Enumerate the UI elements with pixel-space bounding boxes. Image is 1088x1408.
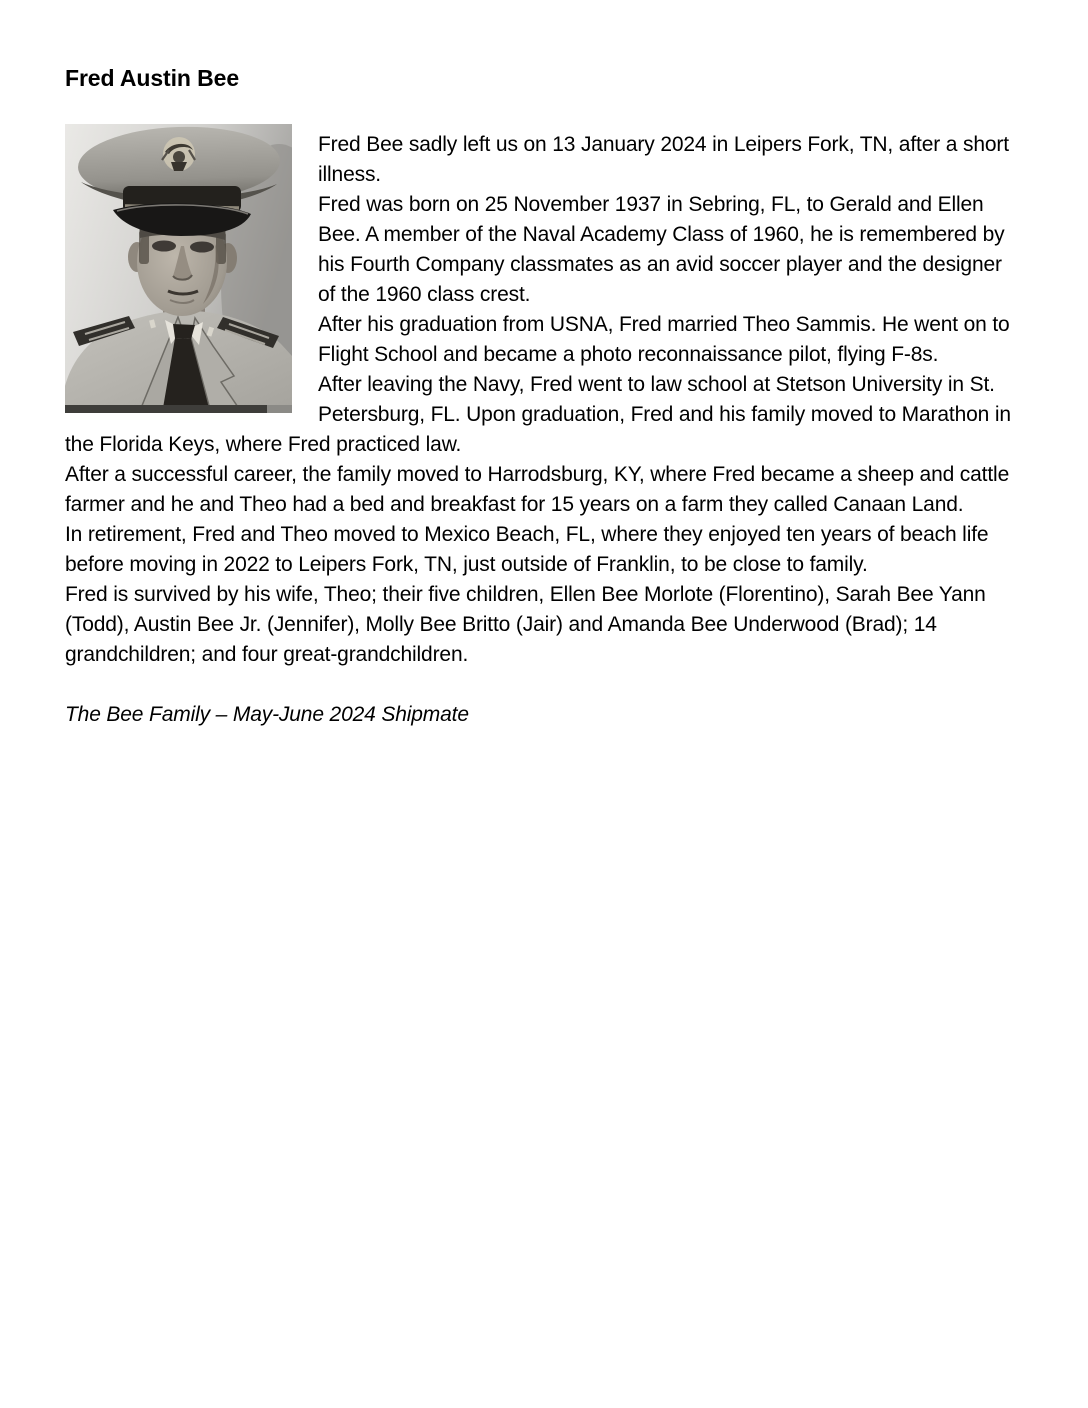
obituary-paragraph: Fred was born on 25 November 1937 in Sebring, FL, to Gerald and Ellen Bee. A member of the Naval Academy Class of 1960, he is remembered by his Fourth Company classmates as an avid soccer player and the designer of the 1960 class crest. [318, 193, 1005, 306]
obituary-paragraph: After a successful career, the family moved to Harrodsburg, KY, where Fred became a sheep and cattle farmer and he and Theo had a bed and breakfast for 15 years on a farm they called Canaan Land. [65, 463, 1010, 516]
officer-portrait-image [65, 124, 292, 413]
obituary-paragraph: After leaving the Navy, Fred went to law school at Stetson University in St. Petersburg, FL. Upon graduation, Fred and his family moved to Marathon in the Florida Keys, where Fred practiced law. [65, 373, 1011, 456]
obituary-paragraph: After his graduation from USNA, Fred married Theo Sammis. He went on to Flight School and became a photo reconnaissance pilot, flying F-8s. [318, 313, 1010, 366]
obituary-paragraph: Fred Bee sadly left us on 13 January 2024 in Leipers Fork, TN, after a short illness. [318, 133, 1009, 186]
obituary-paragraph: In retirement, Fred and Theo moved to Mexico Beach, FL, where they enjoyed ten years of beach life before moving in 2022 to Leipers Fork, TN, just outside of Franklin, to be close to family. [65, 523, 989, 576]
page-title: Fred Austin Bee [65, 65, 240, 91]
attribution-line: The Bee Family – May-June 2024 Shipmate [65, 703, 469, 726]
portrait-photo [65, 124, 292, 413]
obituary-body [65, 130, 1022, 730]
photo-bottom-edge [65, 405, 292, 413]
obituary-paragraph: Fred is survived by his wife, Theo; their five children, Ellen Bee Morlote (Florentino), Sarah Bee Yann (Todd), Austin Bee Jr. (Jennifer), Molly Bee Britto (Jair) and Amanda Bee Underwood (Brad); 14 grandchildren; and four great-grandchildren. [65, 583, 986, 666]
